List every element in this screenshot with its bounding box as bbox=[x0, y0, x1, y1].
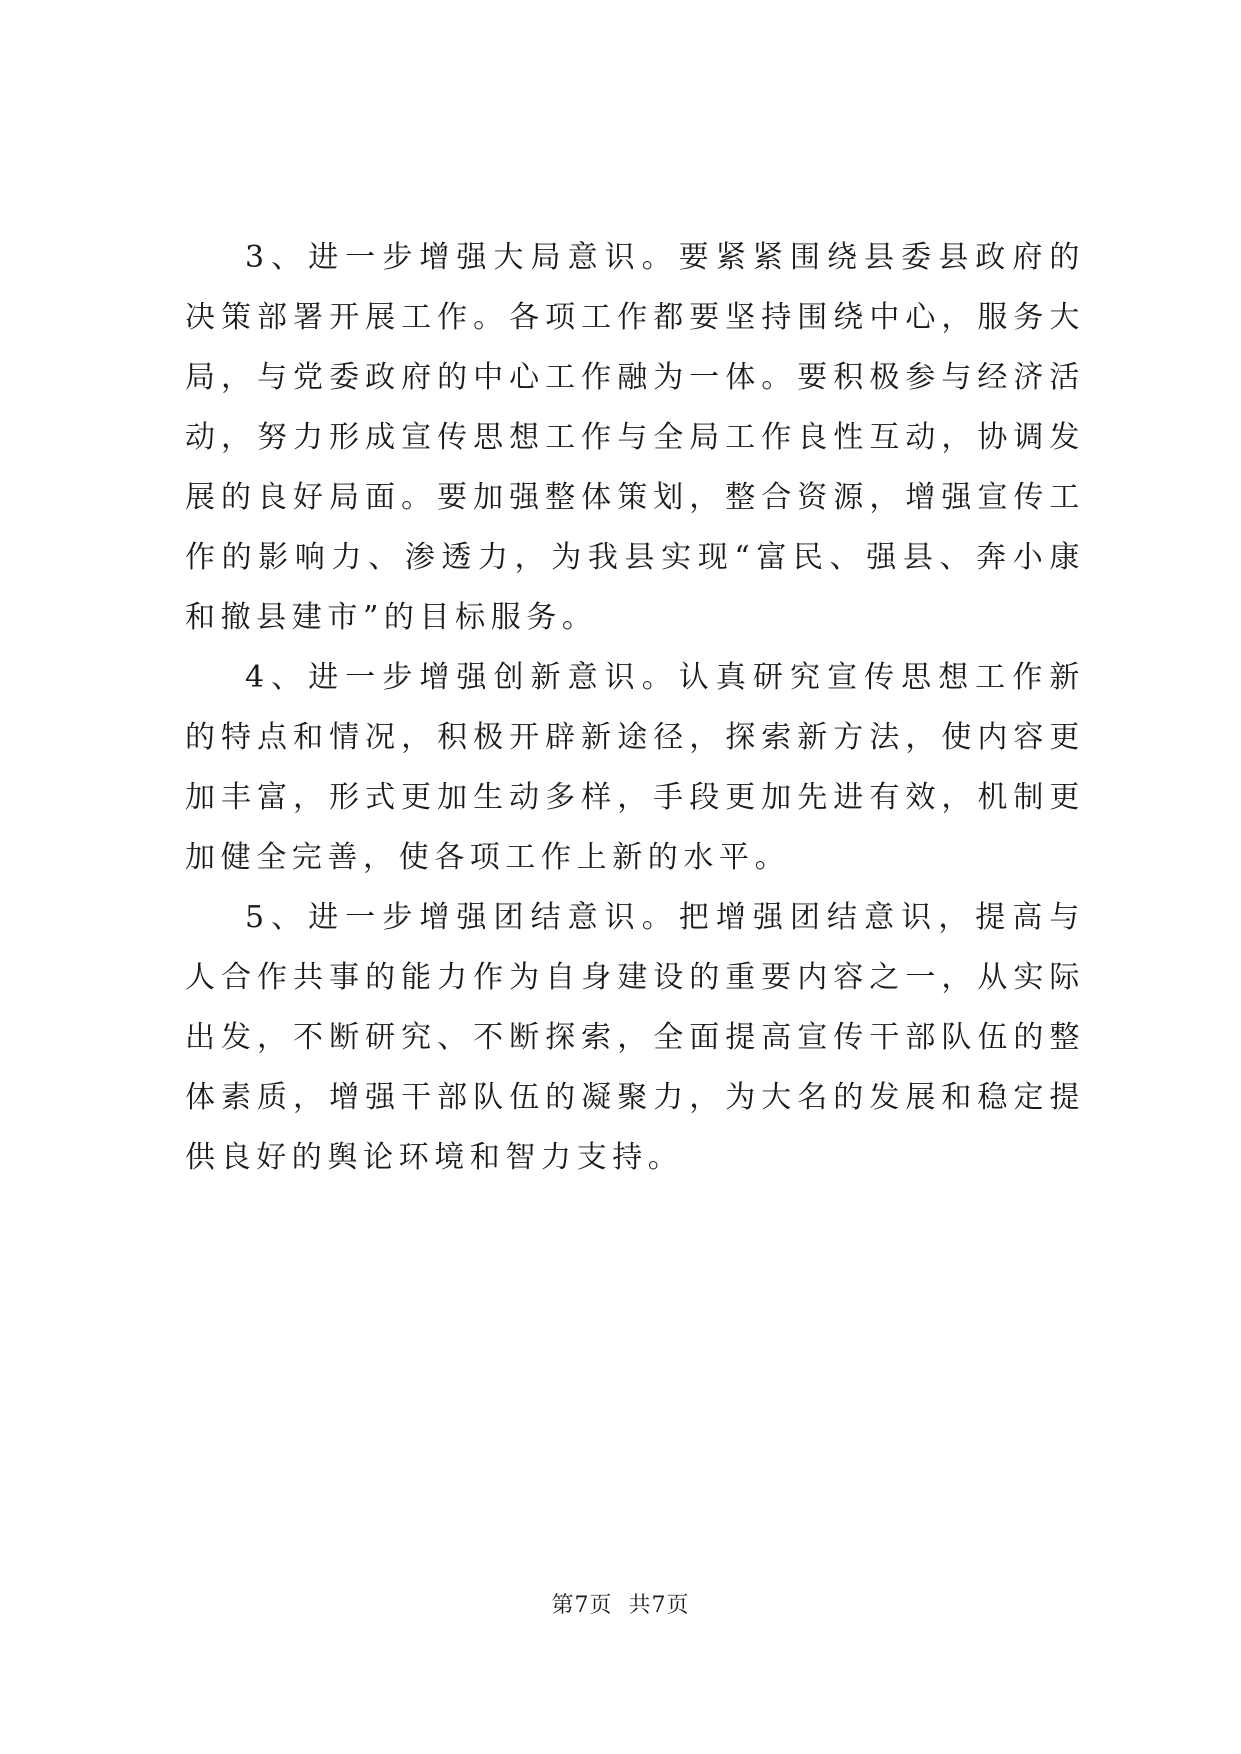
paragraph-item-4: 4、进一步增强创新意识。认真研究宣传思想工作新的特点和情况，积极开辟新途径，探索新方法，使内容更加丰富，形式更加生动多样，手段更加先进有效，机制更加健全完善，使各项工作上新的水平。 bbox=[185, 660, 1085, 875]
page-number-total: 共7页 bbox=[628, 1593, 690, 1618]
page-footer bbox=[0, 1588, 1241, 1619]
document-body bbox=[185, 228, 1085, 1188]
paragraph-item-5: 5、进一步增强团结意识。把增强团结意识，提高与人合作共事的能力作为自身建设的重要内容之一，从实际出发，不断研究、不断探索，全面提高宣传干部队伍的整体素质，增强干部队伍的凝聚力，为大名的发展和稳定提供良好的舆论环境和智力支持。 bbox=[185, 900, 1085, 1175]
paragraph-item-3: 3、进一步增强大局意识。要紧紧围绕县委县政府的决策部署开展工作。各项工作都要坚持围绕中心，服务大局，与党委政府的中心工作融为一体。要积极参与经济活动，努力形成宣传思想工作与全局工作良性互动，协调发展的良好局面。要加强整体策划，整合资源，增强宣传工作的影响力、渗透力，为我县实现“富民、强县、奔小康和撤县建市”的目标服务。 bbox=[185, 240, 1085, 635]
page-number-current: 第7页 bbox=[551, 1593, 613, 1618]
